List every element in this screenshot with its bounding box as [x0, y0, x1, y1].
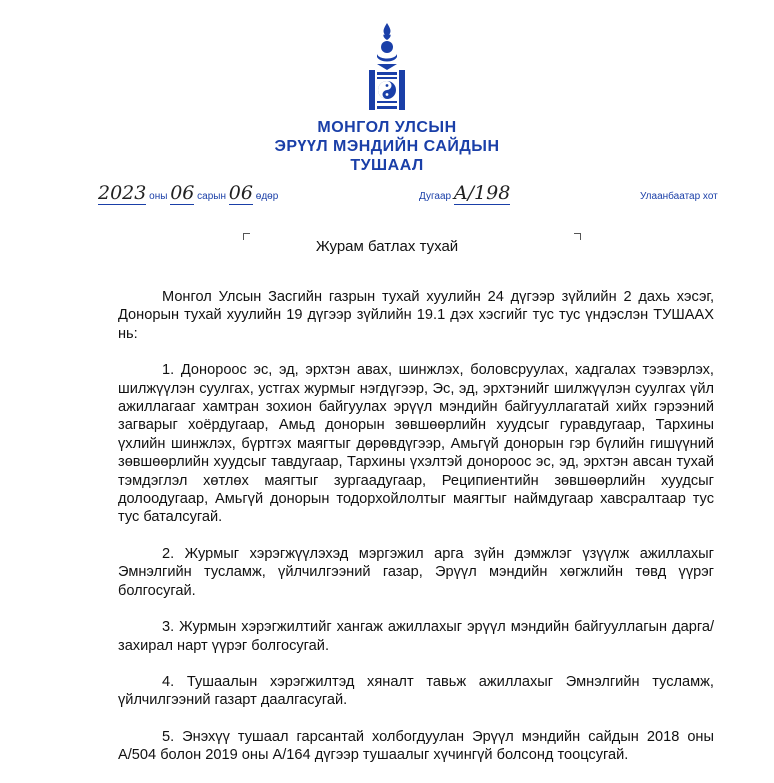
date-day-word: өдөр: [255, 191, 279, 202]
document-body: [118, 288, 714, 783]
soyombo-emblem-icon: [367, 22, 407, 114]
city-label: Улаанбаатар хот: [640, 191, 718, 202]
order-number-value: A/198: [453, 182, 511, 204]
paragraph-1: 1. Донороос эс, эд, эрхтэн авах, шинжлэх, боловсруулах, хадгалах тээвэрлэх, шилжүүлэн суулгах, устгах журмыг нэгдүгээр, Эс, эд, эрхтэнийг шилжүүлэн суулгах үйл ажиллагааг хамтран зохион байгуулах эрүүл мэндийн байгууллагатай хийх гэрээний загварыг хоёрдугаар, Амьд донорын зөвшөөрлийн хуудсыг гуравдугаар, Тархины үхлийн шинжлэх, бүртгэх маягтыг дөрөвдүгээр, Амьгүй донорын гэр бүлийн гишүүний зөвшөөрлийн хуудсыг тавдугаар, Тархины үхэлтэй донороос эс, эд, эрхтэн авсан тухай тэмдэглэл хөтлөх маягтыг зургаадугаар, Реципиентийн зөвшөөрлийн хуудсыг долоодугаар, Амьгүй донорын тодорхойлолтыг маягтыг наймдугаар хавсралтаар тус тус баталсугай.: [118, 362, 714, 526]
paragraph-4: 4. Тушаалын хэрэгжилтэд хяналт тавьж ажиллахыг Эмнэлгийн тусламж, үйлчилгээний газарт даалгасугай.: [118, 673, 714, 709]
paragraph-5: 5. Энэхүү тушаал гарсантай холбогдуулан Эрүүл мэндийн сайдын 2018 оны А/504 болон 2019 оны А/164 дүгээр тушаалыг хүчингүй болсонд тооцсугай.: [118, 728, 714, 764]
date-month-word: сарын: [197, 191, 227, 202]
order-number: [419, 182, 510, 208]
paragraph-3: 3. Журмын хэрэгжилтийг хангаж ажиллахыг эрүүл мэндийн байгууллагын дарга/захирал нарт үүрэг болгосугай.: [118, 619, 714, 654]
date-line: [98, 182, 278, 208]
header-ministry: ЭРҮҮЛ МЭНДИЙН САЙДЫН: [274, 138, 500, 155]
paragraph-preamble: Монгол Улсын Засгийн газрын тухай хуулийн 24 дүгээр зүйлийн 2 дахь хэсэг, Донорын тухай хуулийн 19 дүгээр зүйлийн 19.1 дэх хэсгийг тус тус үндэслэн ТУШААХ нь:: [118, 289, 714, 342]
header-doc-type: ТУШААЛ: [350, 157, 424, 174]
date-year-word: оны: [149, 191, 168, 202]
order-number-label: Дугаар: [419, 191, 452, 202]
document-title: Журам батлах тухай: [315, 238, 459, 255]
paragraph-2: 2. Журмыг хэрэгжүүлэхэд мэргэжил арга зүйн дэмжлэг үзүүлж ажиллахыг Эмнэлгийн тусламж, үйлчилгээний газар, Эрүүл мэндийн хөгжлийн төвд үүрэг болгосугай.: [118, 545, 714, 599]
date-day: 06: [228, 182, 253, 204]
date-month: 06: [170, 182, 195, 204]
header-country: МОНГОЛ УЛСЫН: [317, 119, 457, 136]
date-year: 2023: [98, 182, 147, 204]
